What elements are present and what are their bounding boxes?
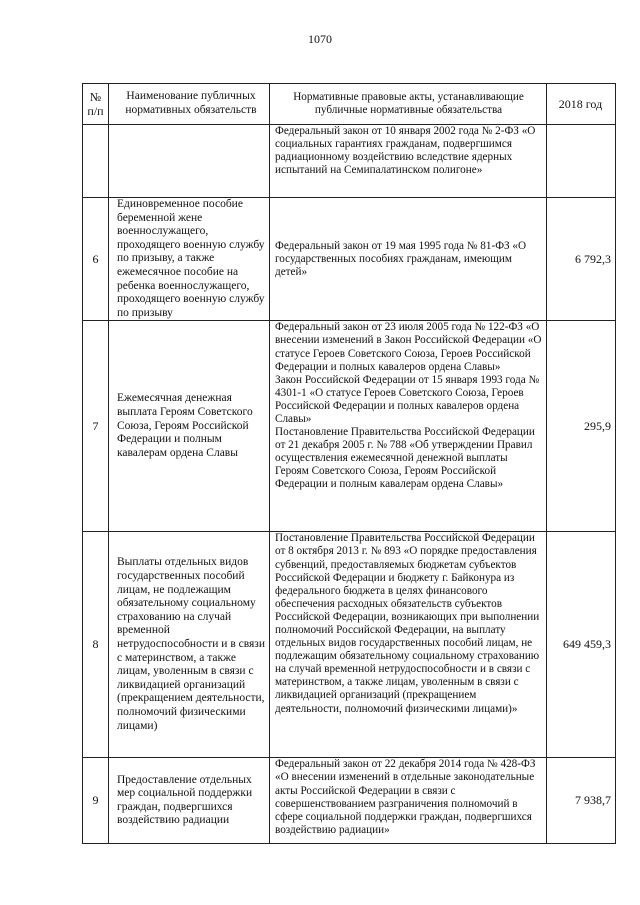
- row-value: [547, 125, 616, 198]
- row-num: [83, 125, 109, 198]
- table-row: [83, 532, 616, 758]
- table-row: [83, 321, 616, 532]
- act-text: Федеральный закон от 22 декабря 2014 года № 428-ФЗ «О внесении изменений в отдельные законодательные акты Российской Федерации в связи с совершенствованием разграничения полномочий в сфере социальной поддержки граждан, подвергшихся воздействию радиации»: [275, 758, 536, 836]
- act-text: Постановление Правительства Российской Федерации от 8 октября 2013 г. № 893 «О порядке предоставления субвенций, предоставляемых бюджетам субъектов Российской Федерации и бюджету г. Байконура из федерального бюджета в целях финансового обеспечения расходных обязательств субъектов Российской Федерации, возникающих при выполнении полномочий Российской Федерации, на выплату отдельных видов государственных пособий лицам, не подлежащим обязательному социальному страхованию на случай временной нетрудоспособности и в связи с материнством, а также лицам, уволенным в связи с ликвидацией организаций (прекращением деятельности, полномочий физическими лицами)»: [275, 532, 540, 715]
- row-acts: [270, 758, 547, 844]
- header-name: Наименование публичных нормативных обязательств: [109, 84, 270, 125]
- row-value: 7 938,7: [547, 758, 616, 844]
- table-row: [83, 758, 616, 844]
- table-row: [83, 125, 616, 198]
- row-value: 295,9: [547, 321, 616, 532]
- act-text: Федеральный закон от 10 января 2002 года № 2-ФЗ «О социальных гарантиях гражданам, подвергшимся радиационному воздействию вследствие ядерных испытаний на Семипалатинском полигоне»: [275, 125, 536, 177]
- act-text: Федеральный закон от 23 июля 2005 года № 122-ФЗ «О внесении изменений в Закон Российской Федерации «О статусе Героев Советского Союза, Героев Российской Федерации и полных кавалеров ордена Славы»: [275, 321, 542, 373]
- row-name: [109, 125, 270, 198]
- row-value: 6 792,3: [547, 198, 616, 321]
- header-acts: Нормативные правовые акты, устанавливающие публичные нормативные обязательства: [270, 84, 547, 125]
- row-num: 9: [83, 758, 109, 844]
- row-num: 8: [83, 532, 109, 758]
- row-num: 6: [83, 198, 109, 321]
- row-num: 7: [83, 321, 109, 532]
- row-acts: [270, 125, 547, 198]
- table-row: [83, 198, 616, 321]
- row-name: Единовременное пособие беременной жене военнослужащего, проходящего военную службу по призыву, а также ежемесячное пособие на ребенка военнослужащего, проходящего военную службу по призыву: [109, 198, 270, 321]
- row-name: Выплаты отдельных видов государственных пособий лицам, не подлежащим обязательному социальному страхованию на случай временной нетрудоспособности и в связи с материнством, а также лицам, уволенным в связи с ликвидацией организаций (прекращением деятельности, полномочий физическими лицами): [109, 532, 270, 758]
- row-name: Предоставление отдельных мер социальной поддержки граждан, подвергшихся воздействию радиации: [109, 758, 270, 844]
- act-text: Закон Российской Федерации от 15 января 1993 года № 4301-1 «О статусе Героев Советского Союза, Героев Российской Федерации и полных кавалеров ордена Славы»: [275, 373, 540, 425]
- act-text: Постановление Правительства Российской Федерации от 21 декабря 2005 г. № 788 «Об утверждении Правил осуществления ежемесячной денежной выплаты Героям Советского Союза, Героям Российской Федерации и полным кавалерам ордена Славы»: [275, 426, 535, 491]
- row-acts: [270, 321, 547, 532]
- act-text: Федеральный закон от 19 мая 1995 года № 81-ФЗ «О государственных пособиях гражданам, имеющим детей»: [275, 239, 527, 278]
- page-number: 1070: [308, 32, 332, 46]
- row-acts: [270, 198, 547, 321]
- header-num: № п/п: [83, 84, 109, 125]
- row-acts: [270, 532, 547, 758]
- obligations-table: [82, 83, 616, 844]
- table-header-row: [83, 84, 616, 125]
- row-name: Ежемесячная денежная выплата Героям Советского Союза, Героям Российской Федерации и полным кавалерам ордена Славы: [109, 321, 270, 532]
- header-year: 2018 год: [547, 84, 616, 125]
- row-value: 649 459,3: [547, 532, 616, 758]
